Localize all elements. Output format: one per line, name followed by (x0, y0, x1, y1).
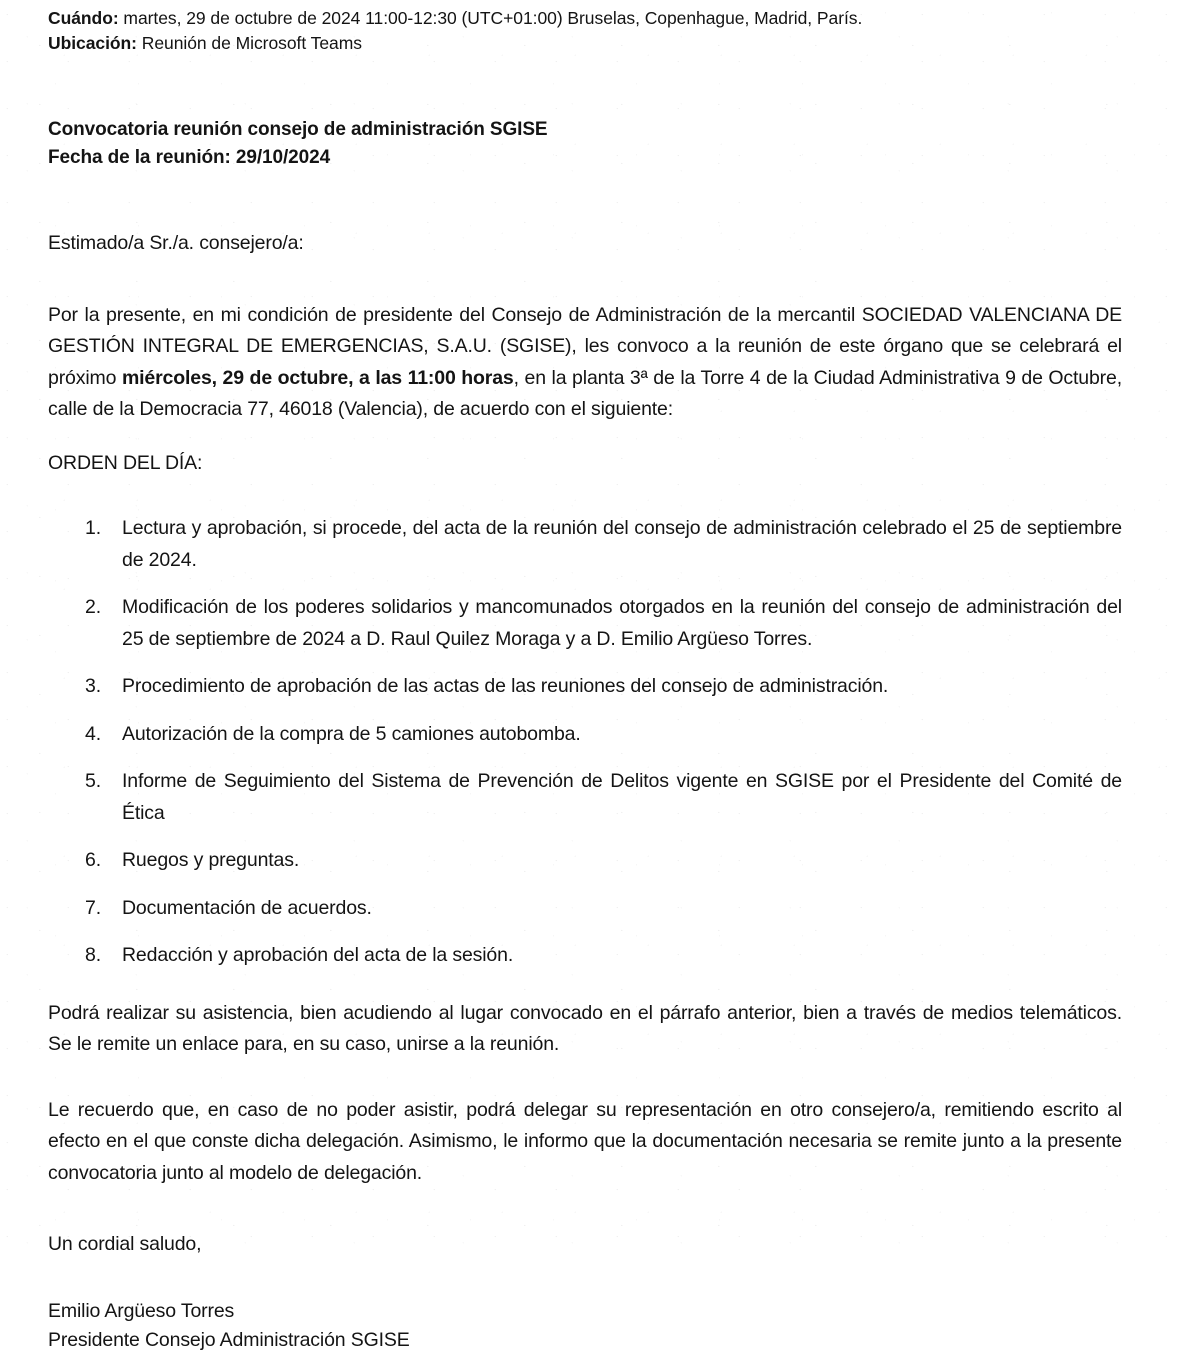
agenda-heading: ORDEN DEL DÍA: (48, 451, 203, 474)
document-title-line-1: Convocatoria reunión consejo de administración SGISE (48, 119, 548, 140)
meeting-when-line (48, 6, 1128, 31)
agenda-item: Autorización de la compra de 5 camiones autobomba. (122, 722, 581, 745)
signature-block (48, 1297, 1122, 1355)
delegation-paragraph: Le recuerdo que, en caso de no poder asistir, podrá delegar su representación en otro consejero/a, remitiendo escrito al efecto en el que conste dicha delegación. Asimismo, le informo que la documentación necesaria se remite junto a la presente convocatoria junto al modelo de delegación. (48, 1098, 1122, 1184)
meeting-datetime-emphasis: miércoles, 29 de octubre, a las 11:00 horas (121, 366, 514, 389)
agenda-item: Modificación de los poderes solidarios y mancomunados otorgados en la reunión del consejo de administración del 25 de septiembre de 2024 a D. Raul Quilez Moraga y a D. Emilio Argüeso Torres. (122, 596, 1122, 650)
letter-body (48, 228, 1122, 1355)
agenda-item: Redacción y aprobación del acta de la sesión. (122, 944, 514, 966)
salutation: Estimado/a Sr./a. consejero/a: (48, 232, 304, 254)
agenda-item: Informe de Seguimiento del Sistema de Prevención de Delitos vigente en SGISE por el Presidente del Comité de Ética (122, 770, 1122, 824)
intro-text-after-bold: , en la planta 3ª de la Torre 4 de la Ciudad Administrativa 9 de Octubre, calle de la Democracia 77, 46018 (Valencia), de acuerdo con el siguiente: (48, 366, 1122, 420)
signature-role: Presidente Consejo Administración SGISE (48, 1328, 410, 1351)
meeting-location-line (48, 31, 1128, 56)
intro-text-before-bold: Por la presente, en mi condición de presidente del Consejo de Administración de la mercantil SOCIEDAD VALENCIANA DE GESTIÓN INTEGRAL DE EMERGENCIAS, S.A.U. (SGISE), les convoco a la reunión de este órgano que se celebrará el próximo (48, 303, 1122, 389)
document-title-line-2: Fecha de la reunión: 29/10/2024 (48, 147, 331, 168)
agenda-list (48, 513, 1122, 972)
meeting-when-label: Cuándo: (48, 8, 119, 28)
agenda-item: Ruegos y preguntas. (122, 849, 300, 871)
signature-name: Emilio Argüeso Torres (48, 1299, 235, 1322)
meeting-when-value: martes, 29 de octubre de 2024 11:00-12:30 (UTC+01:00) Bruselas, Copenhague, Madrid, París. (118, 8, 863, 28)
agenda-item: Procedimiento de aprobación de las actas de las reuniones del consejo de administración. (122, 675, 889, 697)
farewell-text: Un cordial saludo, (48, 1233, 202, 1255)
agenda-item: Documentación de acuerdos. (122, 896, 372, 919)
attendance-paragraph: Podrá realizar su asistencia, bien acudiendo al lugar convocado en el párrafo anterior, bien a través de medios telemáticos. Se le remite un enlace para, en su caso, unirse a la reunión. (48, 1001, 1122, 1055)
intro-paragraph (48, 300, 1122, 426)
meeting-location-label: Ubicación: (48, 33, 137, 53)
meeting-metadata (48, 6, 1128, 56)
document-title (48, 116, 1128, 172)
meeting-location-value: Reunión de Microsoft Teams (136, 33, 362, 53)
agenda-item: Lectura y aprobación, si procede, del acta de la reunión del consejo de administración celebrado el 25 de septiembre de 2024. (122, 517, 1122, 571)
